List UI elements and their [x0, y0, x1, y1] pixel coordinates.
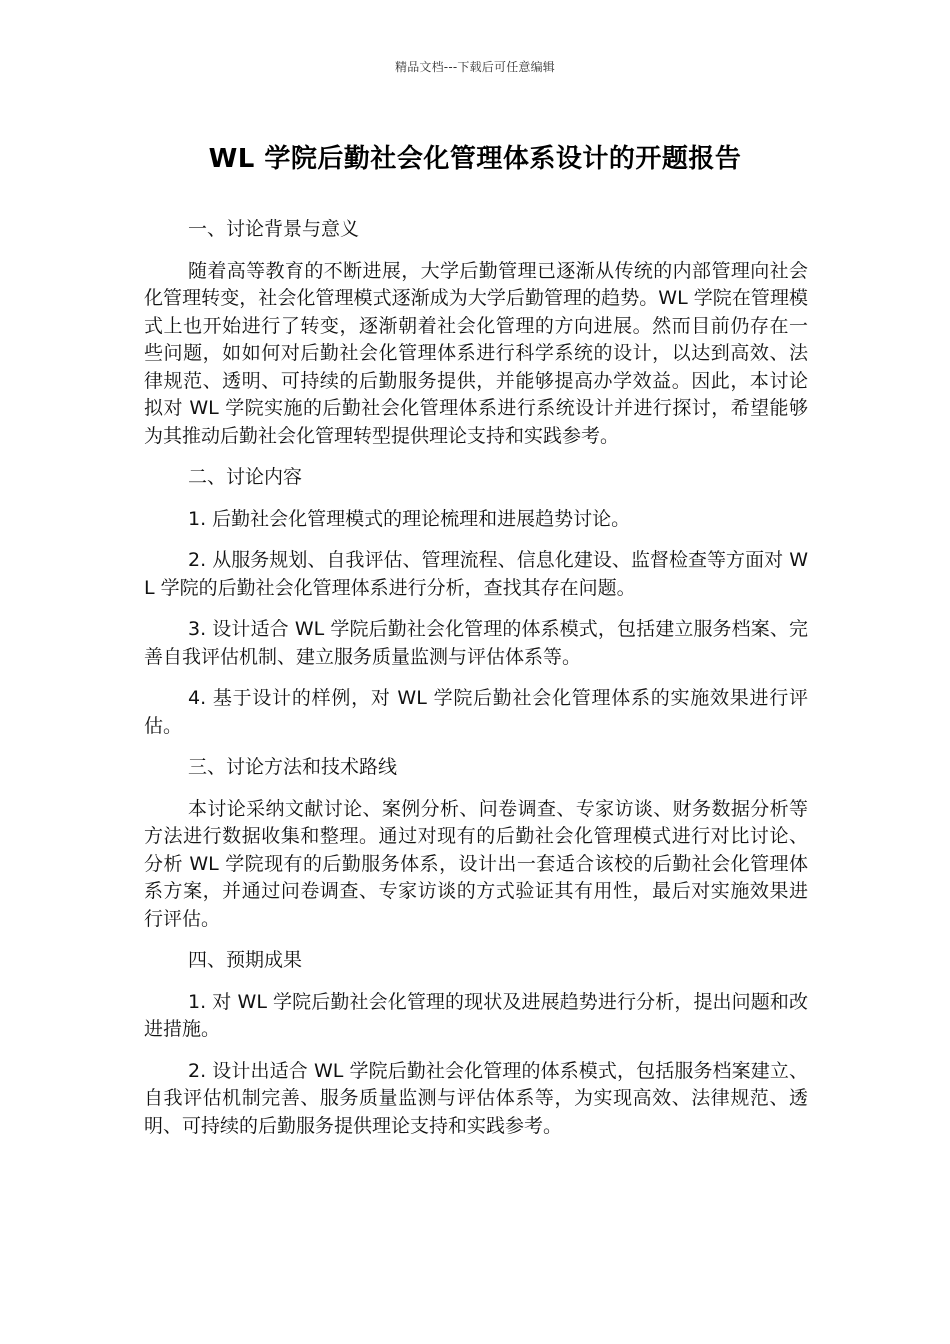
paragraph-background: 随着高等教育的不断进展，大学后勤管理已逐渐从传统的内部管理向社会化管理转变，社会化管理模式逐渐成为大学后勤管理的趋势。WL 学院在管理模式上也开始进行了转变，逐渐朝着社会化管理的方向进展。然而目前仍存在一些问题，如如何对后勤社会化管理体系进行科学系统的设计，以达到高效、法律规范、透明、可持续的后勤服务提供，并能够提高办学效益。因此，本讨论拟对 WL 学院实施的后勤社会化管理体系进行系统设计并进行探讨，希望能够为其推动后勤社会化管理转型提供理论支持和实践参考。 — [144, 259, 808, 447]
outcome-item-1: 1. 对 WL 学院后勤社会化管理的现状及进展趋势进行分析，提出问题和改进措施。 — [144, 990, 808, 1040]
section-heading-content: 二、讨论内容 — [188, 466, 303, 488]
content-item-1: 1. 后勤社会化管理模式的理论梳理和进展趋势讨论。 — [188, 507, 631, 530]
section-heading-methods: 三、讨论方法和技术路线 — [188, 756, 398, 778]
content-item-3: 3. 设计适合 WL 学院后勤社会化管理的体系模式，包括建立服务档案、完善自我评估机制、建立服务质量监测与评估体系等。 — [144, 618, 808, 668]
outcome-item-2: 2. 设计出适合 WL 学院后勤社会化管理的体系模式，包括服务档案建立、自我评估机制完善、服务质量监测与评估体系等，为实现高效、法律规范、透明、可持续的后勤服务提供理论支持和实践参考。 — [144, 1059, 808, 1137]
document-title: WL 学院后勤社会化管理体系设计的开题报告 — [208, 144, 742, 174]
document-body — [144, 216, 808, 1154]
header-note: 精品文档---下载后可任意编辑 — [395, 60, 555, 74]
section-heading-background: 一、讨论背景与意义 — [188, 218, 360, 240]
paragraph-methods: 本讨论采纳文献讨论、案例分析、问卷调查、专家访谈、财务数据分析等方法进行数据收集和整理。通过对现有的后勤社会化管理模式进行对比讨论、分析 WL 学院现有的后勤服务体系，设计出一套适合该校的后勤社会化管理体系方案，并通过问卷调查、专家访谈的方式验证其有用性，最后对实施效果进行评估。 — [144, 797, 808, 930]
content-item-4: 4. 基于设计的样例，对 WL 学院后勤社会化管理体系的实施效果进行评估。 — [144, 687, 808, 737]
content-item-2: 2. 从服务规划、自我评估、管理流程、信息化建设、监督检查等方面对 WL 学院的后勤社会化管理体系进行分析，查找其存在问题。 — [144, 549, 808, 599]
section-heading-outcomes: 四、预期成果 — [188, 949, 303, 971]
